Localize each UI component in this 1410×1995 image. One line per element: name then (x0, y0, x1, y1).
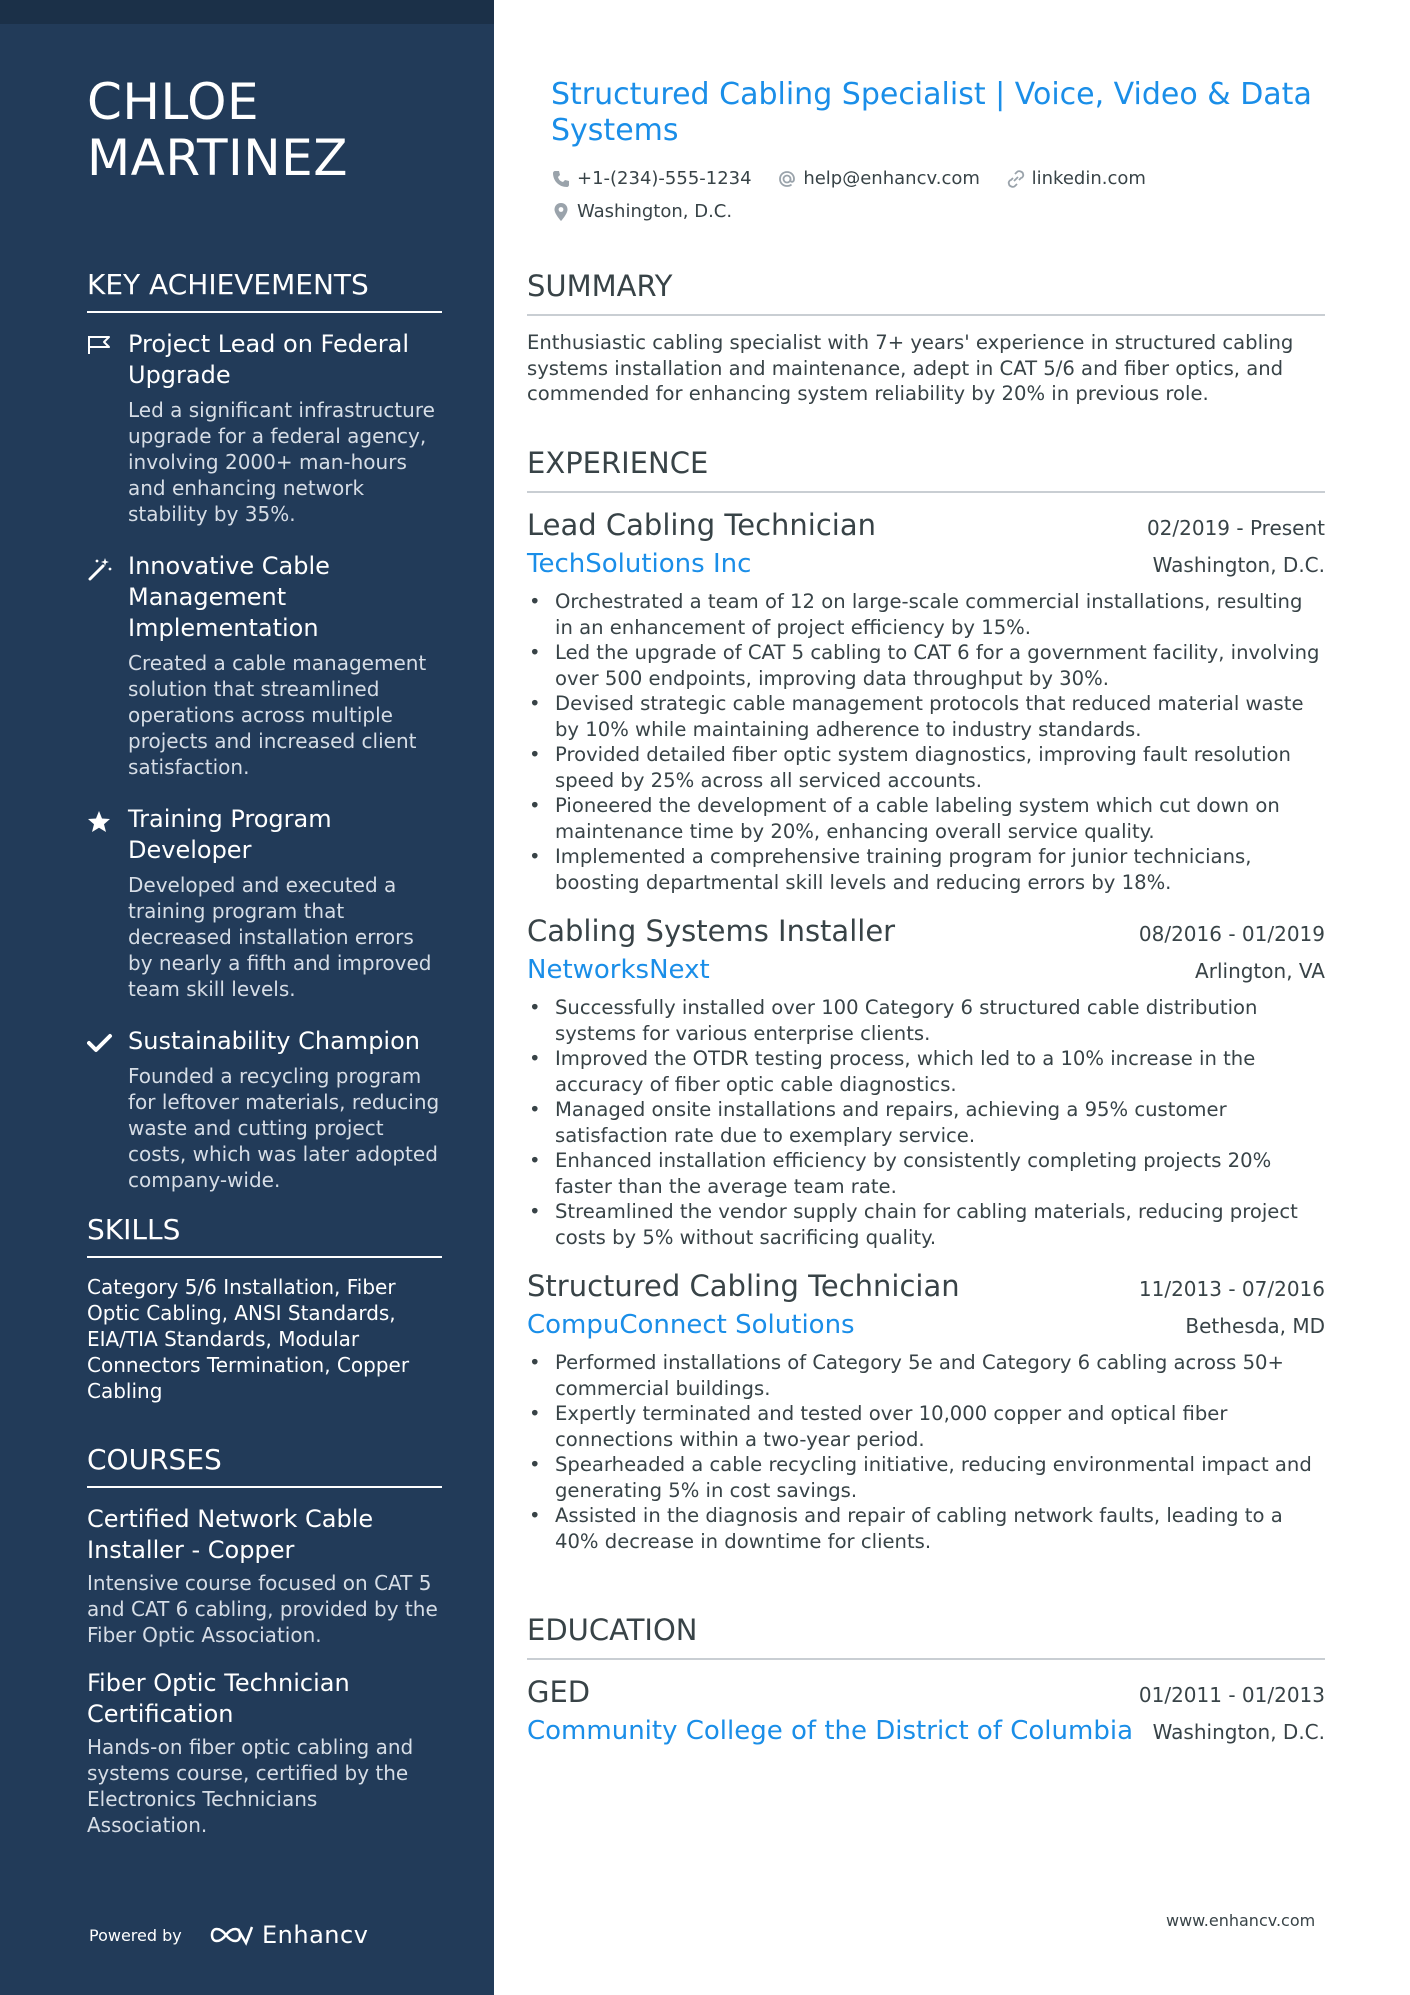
summary-heading: SUMMARY (527, 268, 1325, 316)
sidebar-top-bar (0, 0, 494, 24)
role-location: Washington, D.C. (1152, 553, 1325, 577)
bullet-item: • Successfully installed over 100 Category 6 structured cable distribution systems for various enterprise clients. (527, 995, 1325, 1046)
skills-heading: SKILLS (87, 1213, 442, 1258)
powered-by-label: Powered by (89, 1926, 182, 1945)
school-name: Community College of the District of Columbia (527, 1716, 1133, 1746)
course-item (87, 1504, 442, 1648)
experience-entry (527, 507, 1325, 895)
achievement-title: Project Lead on Federal Upgrade (128, 330, 410, 389)
course-description: Hands-on fiber optic cabling and systems course, certified by the Electronics Technicians Association. (87, 1735, 414, 1837)
experience-entry (527, 913, 1325, 1250)
courses-heading: COURSES (87, 1443, 442, 1488)
location-pin-icon (551, 202, 571, 222)
achievement-item (87, 329, 442, 527)
achievement-title: Innovative Cable Management Implementation (128, 552, 330, 642)
achievement-item (87, 551, 442, 780)
bullet-item: • Devised strategic cable management protocols that reduced material waste by 10% while maintaining adherence to industry standards. (527, 691, 1325, 742)
phone-icon (551, 169, 571, 189)
bullet-item: • Performed installations of Category 5e and Category 6 cabling across 50+ commercial buildings. (527, 1350, 1325, 1401)
role-title: Lead Cabling Technician (527, 508, 876, 542)
courses-section (87, 1443, 442, 1858)
role-bullets (527, 1350, 1325, 1554)
role-location: Bethesda, MD (1185, 1314, 1325, 1338)
role-bullets (527, 589, 1325, 895)
footer-website[interactable]: www.enhancv.com (1166, 1911, 1316, 1930)
achievement-description: Founded a recycling program for leftover materials, reducing waste and cutting project costs, which was later adopted company-wide. (128, 1064, 440, 1192)
star-icon (87, 804, 128, 1002)
experience-entry (527, 1268, 1325, 1554)
course-description: Intensive course focused on CAT 5 and CAT 6 cabling, provided by the Fiber Optic Association. (87, 1571, 438, 1647)
sidebar (0, 0, 494, 1995)
course-item (87, 1668, 442, 1838)
infinity-logo-icon (208, 1923, 254, 1947)
enhancv-logo (208, 1920, 368, 1950)
link-icon (1006, 169, 1026, 189)
role-bullets (527, 995, 1325, 1250)
achievement-item (87, 1026, 442, 1193)
bullet-item: • Assisted in the diagnosis and repair of cabling network faults, leading to a 40% decrease in downtime for clients. (527, 1503, 1325, 1554)
flag-icon (87, 329, 128, 527)
linkedin-text: linkedin.com (1031, 168, 1146, 189)
bullet-item: • Improved the OTDR testing process, which led to a 10% increase in the accuracy of fiber optic cable diagnostics. (527, 1046, 1325, 1097)
education-heading: EDUCATION (527, 1612, 1325, 1660)
bullet-item: • Spearheaded a cable recycling initiative, reducing environmental impact and generating 5% in cost savings. (527, 1452, 1325, 1503)
achievement-item (87, 804, 442, 1002)
candidate-name: CHLOE MARTINEZ (87, 73, 348, 187)
course-title: Certified Network Cable Installer - Copper (87, 1505, 374, 1564)
degree: GED (527, 1675, 591, 1709)
summary-text: Enthusiastic cabling specialist with 7+ years' experience in structured cabling systems installation and maintenance, adept in CAT 5/6 and fiber optics, and commended for enhancing system reliability by 20% in previous role. (527, 331, 1294, 405)
phone-text: +1-(234)-555-1234 (577, 168, 752, 189)
experience-heading: EXPERIENCE (527, 445, 1325, 493)
bullet-item: • Managed onsite installations and repairs, achieving a 95% customer satisfaction rate due to exemplary service. (527, 1097, 1325, 1148)
company-name: CompuConnect Solutions (527, 1310, 855, 1340)
bullet-item: • Provided detailed fiber optic system diagnostics, improving fault resolution speed by 25% across all serviced accounts. (527, 742, 1325, 793)
achievement-description: Created a cable management solution that streamlined operations across multiple projects and increased client satisfaction. (128, 651, 427, 779)
bullet-item: • Streamlined the vendor supply chain for cabling materials, reducing project costs by 5% without sacrificing quality. (527, 1199, 1325, 1250)
bullet-item: • Orchestrated a team of 12 on large-scale commercial installations, resulting in an enhancement of project efficiency by 15%. (527, 589, 1325, 640)
achievement-description: Led a significant infrastructure upgrade for a federal agency, involving 2000+ man-hours and enhancing network stability by 35%. (128, 398, 435, 526)
bullet-item: • Expertly terminated and tested over 10,000 copper and optical fiber connections within a two-year period. (527, 1401, 1325, 1452)
course-title: Fiber Optic Technician Certification (87, 1669, 350, 1728)
brand-name: Enhancv (262, 1921, 369, 1949)
achievement-title: Sustainability Champion (128, 1027, 420, 1055)
achievements-heading: KEY ACHIEVEMENTS (87, 268, 442, 313)
summary-section (527, 268, 1325, 407)
contact-email[interactable] (777, 165, 980, 193)
contact-phone[interactable] (551, 165, 752, 193)
role-dates: 11/2013 - 07/2016 (1138, 1277, 1325, 1301)
skills-list: Category 5/6 Installation, Fiber Optic Cabling, ANSI Standards, EIA/TIA Standards, Modular Connectors Termination, Copper Cabling (87, 1275, 410, 1403)
checkmark-icon (87, 1026, 128, 1193)
location-text: Washington, D.C. (577, 201, 733, 222)
education-section (527, 1612, 1325, 1748)
education-location: Washington, D.C. (1152, 1720, 1325, 1744)
company-name: NetworksNext (527, 955, 710, 985)
role-dates: 08/2016 - 01/2019 (1138, 922, 1325, 946)
bullet-item: • Led the upgrade of CAT 5 cabling to CAT 6 for a government facility, involving over 500 endpoints, improving data throughput by 30%. (527, 640, 1325, 691)
education-dates: 01/2011 - 01/2013 (1138, 1683, 1325, 1707)
skills-section (87, 1213, 442, 1404)
role-location: Arlington, VA (1195, 959, 1325, 983)
achievement-title: Training Program Developer (128, 805, 332, 864)
achievements-section (87, 268, 442, 1217)
achievement-description: Developed and executed a training program that decreased installation errors by nearly a fifth and improved team skill levels. (128, 873, 432, 1001)
role-dates: 02/2019 - Present (1146, 516, 1325, 540)
bullet-item: • Implemented a comprehensive training program for junior technicians, boosting departmental skill levels and reducing errors by 18%. (527, 844, 1325, 895)
contact-linkedin[interactable] (1006, 165, 1146, 193)
job-headline: Structured Cabling Specialist | Voice, Video & Data Systems (551, 77, 1312, 148)
role-title: Cabling Systems Installer (527, 914, 896, 948)
bullet-item: • Pioneered the development of a cable labeling system which cut down on maintenance time by 20%, enhancing overall service quality. (527, 793, 1325, 844)
email-text: help@enhancv.com (803, 168, 980, 189)
experience-section (527, 445, 1325, 1572)
contact-location (551, 198, 732, 226)
at-sign-icon (777, 169, 797, 189)
magic-wand-icon (87, 551, 128, 780)
company-name: TechSolutions Inc (527, 549, 752, 579)
role-title: Structured Cabling Technician (527, 1269, 960, 1303)
contact-info (551, 165, 1331, 231)
bullet-item: • Enhanced installation efficiency by consistently completing projects 20% faster than the average team rate. (527, 1148, 1325, 1199)
